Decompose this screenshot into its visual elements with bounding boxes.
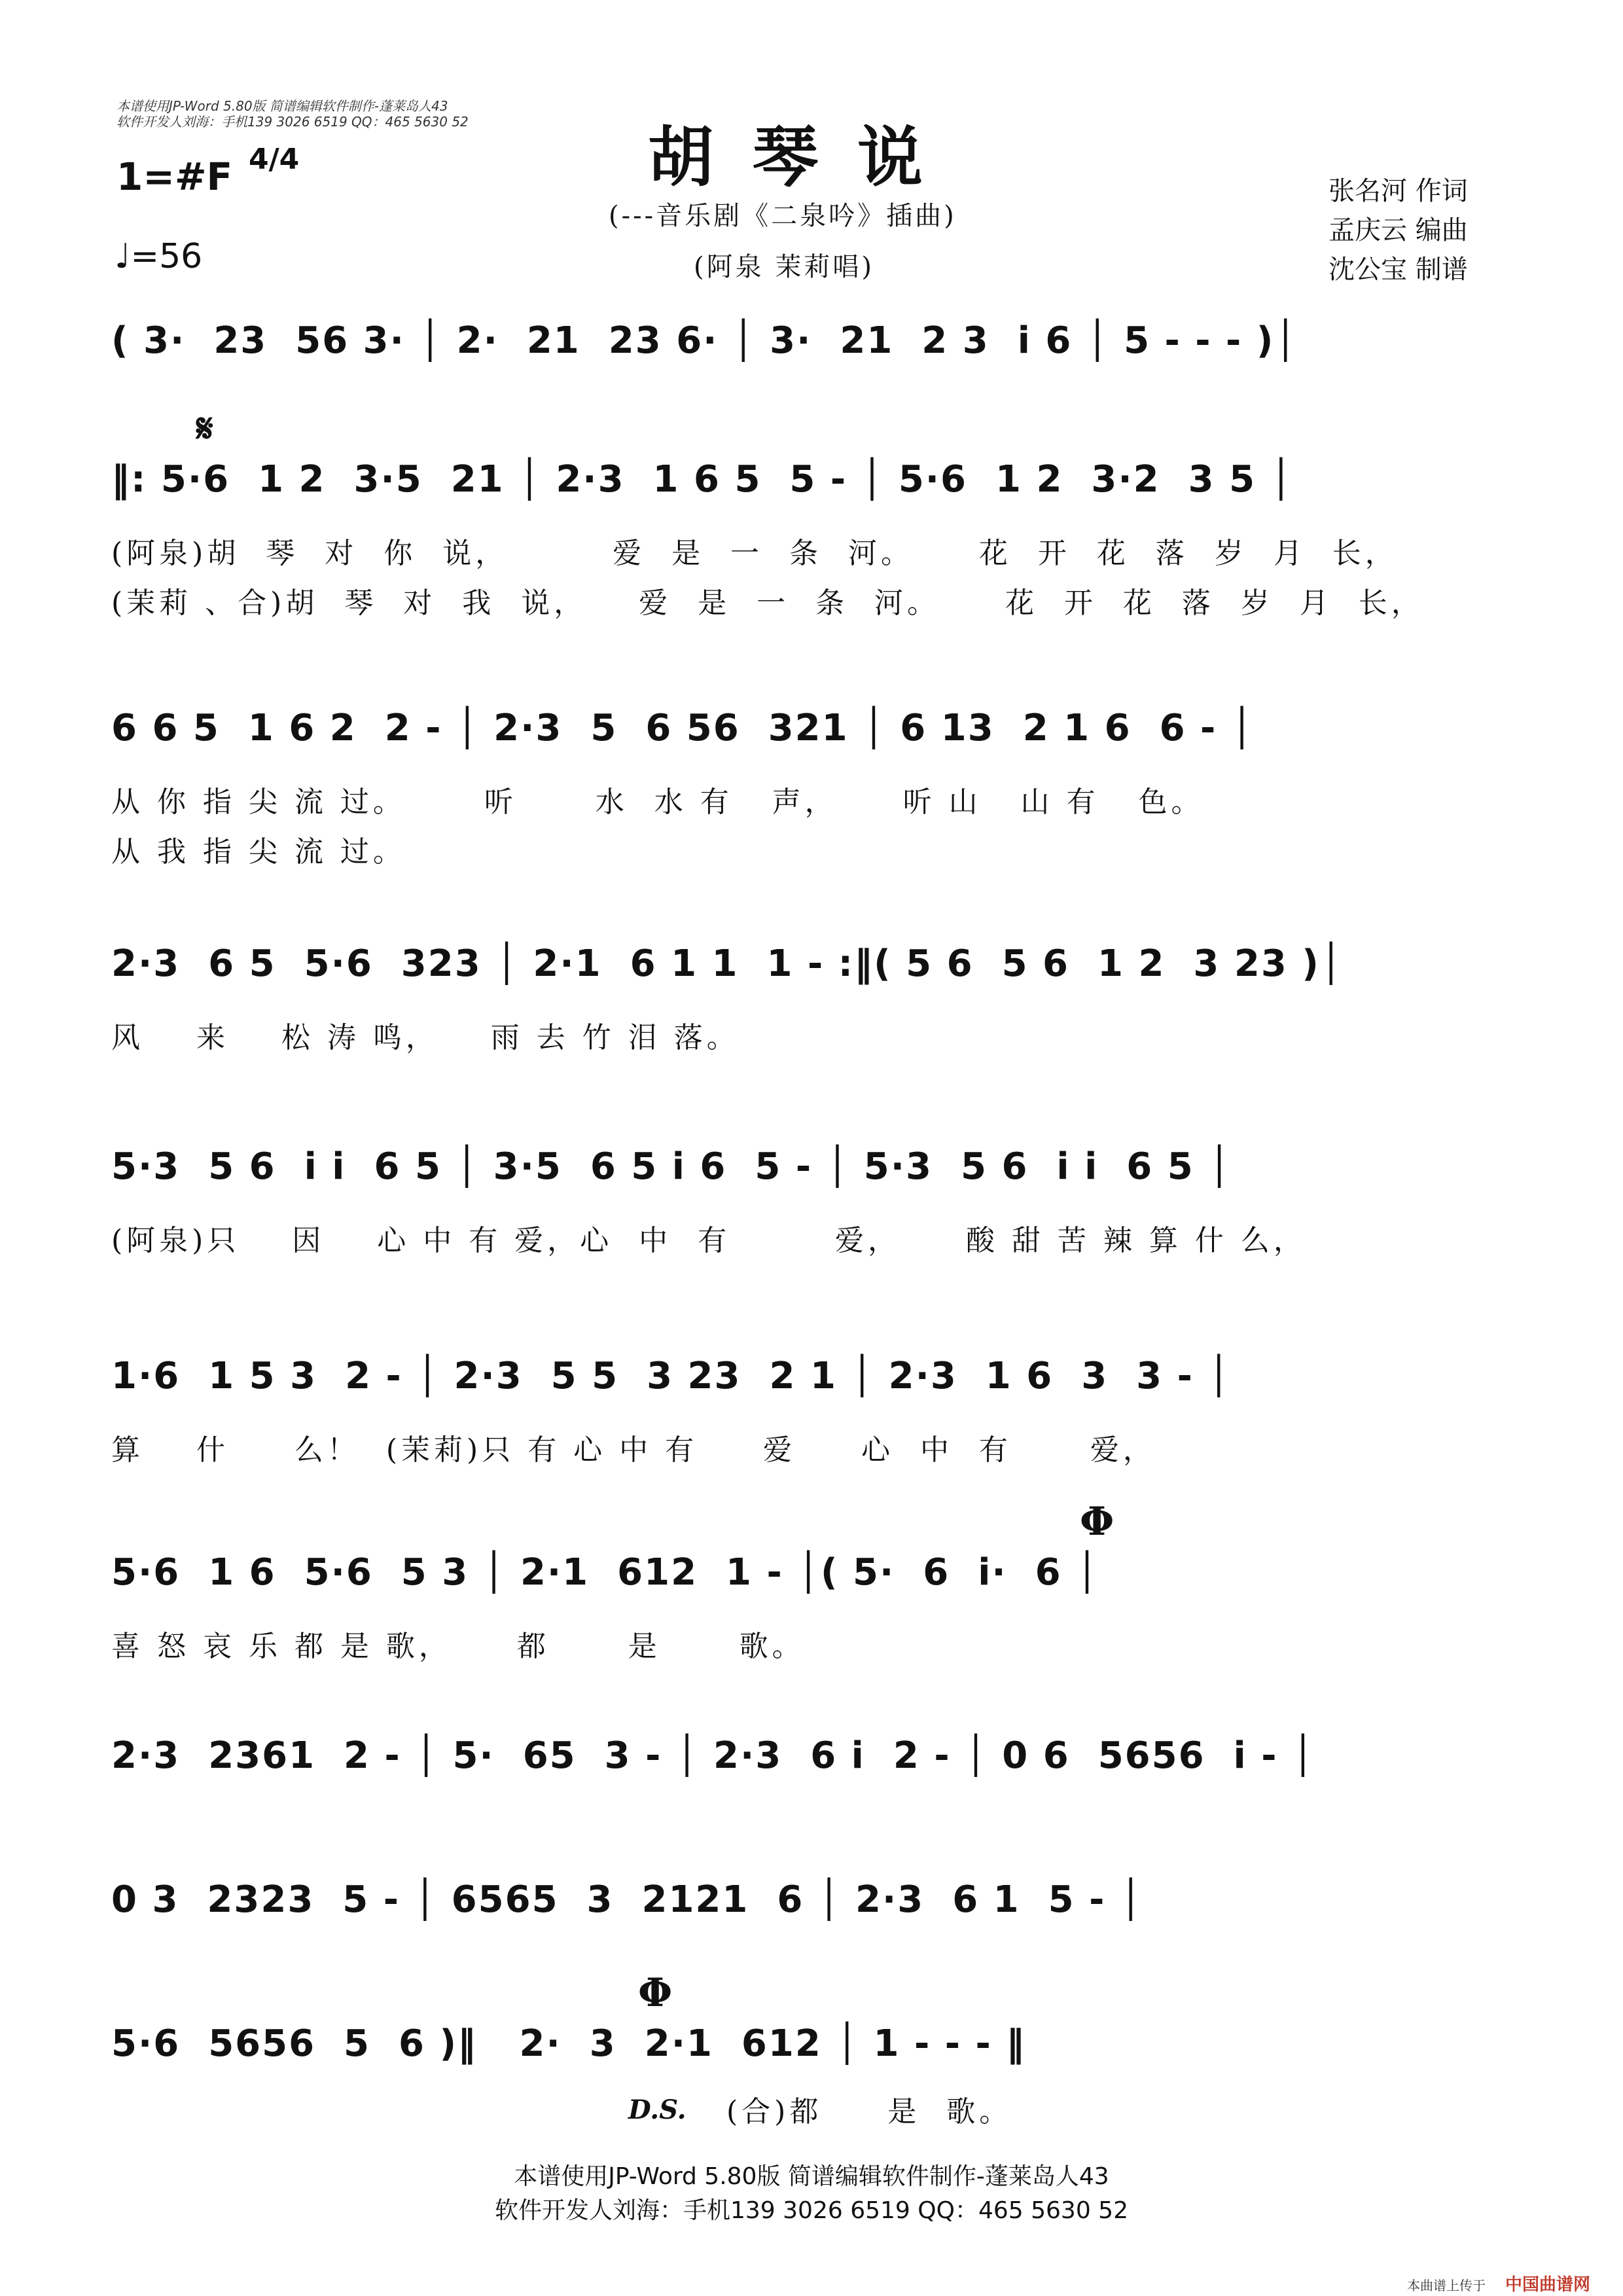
notes-system-9: 0 3 2323 5 - │ 6565 3 2121 6 │ 2·3 6 1 5 - │ <box>111 1878 1143 1921</box>
score-system-4 <box>111 942 1518 1056</box>
notes-system-10: 5·6 5656 5 6 )‖ 2· 3 2·1 612 │ 1 - - - ‖ <box>111 2022 1026 2065</box>
credit-arranger: 孟庆云 编曲 <box>1329 215 1468 245</box>
lyrics-system-6-line-1: 算 什 么！ (茉莉)只 有 心 中 有 爱 心 中 有 爱， <box>111 1433 1156 1467</box>
score-system-6 <box>111 1355 1518 1468</box>
score-system-2 <box>111 458 1518 621</box>
coda-sign-2: Φ <box>638 1970 673 2016</box>
notes-system-2: ‖: 5·6 1 2 3·5 21 │ 2·3 1 6 5 5 - │ 5·6 1 2 3·2 3 5 │ <box>111 458 1294 501</box>
key-signature: 1=#F <box>116 154 233 199</box>
score-system-3 <box>111 707 1518 870</box>
subtitle: (---音乐剧《二泉吟》插曲) <box>609 201 957 231</box>
site-logo: 中国曲谱网 <box>1505 2275 1591 2295</box>
lyrics-system-7-line-1: 喜 怒 哀 乐 都 是 歌， 都 是 歌。 <box>111 1630 805 1663</box>
tempo-marking: ♩=56 <box>115 237 203 276</box>
score-system-8 <box>111 1734 1518 1777</box>
credits <box>1329 171 1468 289</box>
score-system-10 <box>111 2022 1518 2065</box>
lyrics-system-2-line-2: (茉莉 、合)胡 琴 对 我 说， 爱 是 一 条 河。 花 开 花 落 岁 月 长， <box>111 586 1424 620</box>
notes-system-8: 2·3 2361 2 - │ 5· 65 3 - │ 2·3 6 i 2 - │ 0 6 5656 i - │ <box>111 1734 1315 1777</box>
time-signature-text: 4/4 <box>249 143 300 176</box>
notes-system-3: 6 6 5 1 6 2 2 - │ 2·3 5 6 56 321 │ 6 13 2 1 6 6 - │ <box>111 707 1255 749</box>
software-note-top-2: 软件开发人刘海：手机139 3026 6519 QQ：465 5630 52 <box>116 114 469 130</box>
notes-system-7: 5·6 1 6 5·6 5 3 │ 2·1 612 1 - │( 5· 6 i· 6 │ <box>111 1551 1099 1594</box>
lyrics-system-3-line-2: 从 我 指 尖 流 过。 <box>111 835 406 869</box>
lyrics-system-3-line-1: 从 你 指 尖 流 过。 听 水 水 有 声， 听 山 山 有 色。 <box>111 785 1204 819</box>
segno-sign: 𝄋 <box>196 406 213 452</box>
credit-lyricist: 张名河 作词 <box>1329 176 1468 206</box>
score-system-5 <box>111 1145 1518 1259</box>
notes-system-6: 1·6 1 5 3 2 - │ 2·3 5 5 3 23 2 1 │ 2·3 1 6 3 3 - │ <box>111 1355 1232 1397</box>
score-system-7 <box>111 1551 1518 1664</box>
footer-line-2: 软件开发人刘海：手机139 3026 6519 QQ：465 5630 52 <box>495 2197 1128 2224</box>
lyrics-system-2-line-1: (阿泉)胡 琴 对 你 说， 爱 是 一 条 河。 花 开 花 落 岁 月 长， <box>111 537 1398 570</box>
lyrics-system-10-line-1: (合)都 是 歌。 <box>726 2095 1012 2128</box>
page-title: 胡琴说 <box>648 118 962 196</box>
score-system-9 <box>111 1878 1518 1921</box>
footer-line-1: 本谱使用JP-Word 5.80版 简谱编辑软件制作-蓬莱岛人43 <box>514 2163 1109 2190</box>
ds-marking: D.S. <box>628 2094 687 2125</box>
footer <box>0 2160 1623 2228</box>
notes-system-1: ( 3· 23 56 3· │ 2· 21 23 6· │ 3· 21 2 3 i 6 │ 5 - - - )│ <box>111 319 1298 362</box>
lyrics-system-5-line-1: (阿泉)只 因 心 中 有 爱，心 中 有 爱， 酸 甜 苦 辣 算 什 么， <box>111 1224 1306 1257</box>
score-system-1 <box>111 319 1518 362</box>
time-signature <box>249 145 299 174</box>
upload-note: 本曲谱上传于 <box>1407 2278 1486 2293</box>
coda-sign-1: Φ <box>1080 1499 1115 1545</box>
singers: (阿泉 茉莉唱) <box>694 252 874 282</box>
credit-transcriber: 沈公宝 制谱 <box>1329 255 1468 285</box>
notes-system-5: 5·3 5 6 i i 6 5 │ 3·5 6 5 i 6 5 - │ 5·3 5 6 i i 6 5 │ <box>111 1145 1232 1188</box>
notes-system-4: 2·3 6 5 5·6 323 │ 2·1 6 1 1 1 - :‖( 5 6 5 6 1 2 3 23 )│ <box>111 942 1344 985</box>
software-note-top-1: 本谱使用JP-Word 5.80版 简谱编辑软件制作-蓬莱岛人43 <box>116 98 448 114</box>
lyrics-system-4-line-1: 风 来 松 涛 鸣， 雨 去 竹 泪 落。 <box>111 1021 740 1054</box>
